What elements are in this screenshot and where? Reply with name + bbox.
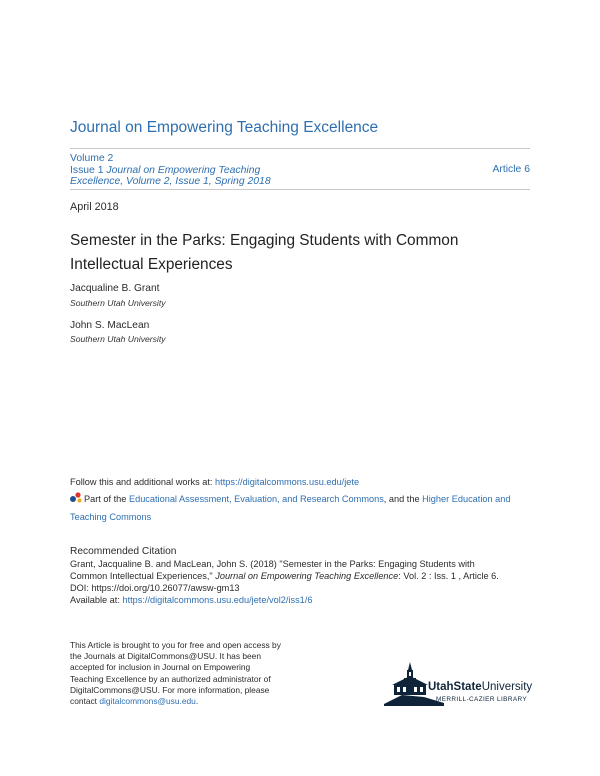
partof-prefix: Part of the bbox=[84, 494, 129, 504]
commons-link-higher-education[interactable]: Higher Education and Teaching Commons bbox=[70, 494, 511, 522]
author-name: Jacqualine B. Grant bbox=[70, 283, 160, 294]
issue-link[interactable]: Issue 1 bbox=[70, 164, 104, 176]
contact-email-link[interactable]: digitalcommons@usu.edu bbox=[99, 696, 196, 707]
logo-subtitle: MERRILL-CAZIER LIBRARY bbox=[436, 696, 528, 703]
logo-name: UtahStateUniversity bbox=[428, 681, 533, 693]
journal-title-link[interactable]: Journal on Empowering Teaching Excellence bbox=[70, 119, 379, 136]
commons-link-assessment[interactable]: Educational Assessment, Evaluation, and Research Commons bbox=[128, 494, 384, 504]
volume-link[interactable]: Volume 2 bbox=[70, 153, 114, 164]
part-of-line bbox=[70, 490, 530, 526]
header-divider-top bbox=[70, 148, 530, 149]
issue-journal-link[interactable]: Journal on Empowering Teaching bbox=[106, 164, 261, 176]
article-title: Semester in the Parks: Engaging Students with Common Intellectual Experiences bbox=[70, 232, 459, 273]
publication-date: April 2018 bbox=[70, 201, 119, 213]
access-notice: This Article is brought to you for free and open access by the Journals at DigitalCommons@USU. It has been accepted for inclusion in Journal on Empowering Teaching Excellence by an authorized administrator of DigitalCommons@USU. For more information, please contact digitalcommons@usu.edu. bbox=[70, 640, 281, 707]
issue-info bbox=[70, 153, 271, 188]
follow-url-link[interactable]: https://digitalcommons.usu.edu/jete bbox=[215, 477, 360, 487]
author-name: John S. MacLean bbox=[70, 320, 150, 331]
network-icon bbox=[70, 492, 82, 503]
recommended-citation-heading: Recommended Citation bbox=[70, 546, 177, 557]
partof-middle: , and the bbox=[383, 494, 423, 504]
article-number: Article 6 bbox=[492, 164, 530, 175]
citation-line: Common Intellectual Experiences," Journal on Empowering Teaching Excellence: Vol. 2 : Iss. 1 , Article 6. bbox=[70, 571, 499, 581]
citation-journal: Journal on Empowering Teaching Excellence bbox=[215, 571, 399, 581]
citation-available: Available at: https://digitalcommons.usu.edu/jete/vol2/iss1/6 bbox=[70, 595, 313, 605]
citation-text bbox=[70, 558, 530, 606]
follow-line bbox=[70, 473, 359, 491]
issue-journal-link-cont[interactable]: Excellence, Volume 2, Issue 1, Spring 2018 bbox=[70, 176, 271, 187]
follow-prefix: Follow this and additional works at: bbox=[70, 477, 216, 487]
header-divider-bottom bbox=[70, 189, 530, 190]
citation-doi: DOI: https://doi.org/10.26077/awsw-gm13 bbox=[70, 583, 240, 593]
author-affiliation: Southern Utah University bbox=[70, 298, 166, 308]
citation-line: Grant, Jacqualine B. and MacLean, John S. (2018) "Semester in the Parks: Engaging Students with bbox=[70, 559, 475, 569]
usu-library-logo bbox=[384, 660, 536, 708]
author-affiliation: Southern Utah University bbox=[70, 334, 166, 344]
available-url-link[interactable]: https://digitalcommons.usu.edu/jete/vol2/iss1/6 bbox=[122, 595, 313, 605]
